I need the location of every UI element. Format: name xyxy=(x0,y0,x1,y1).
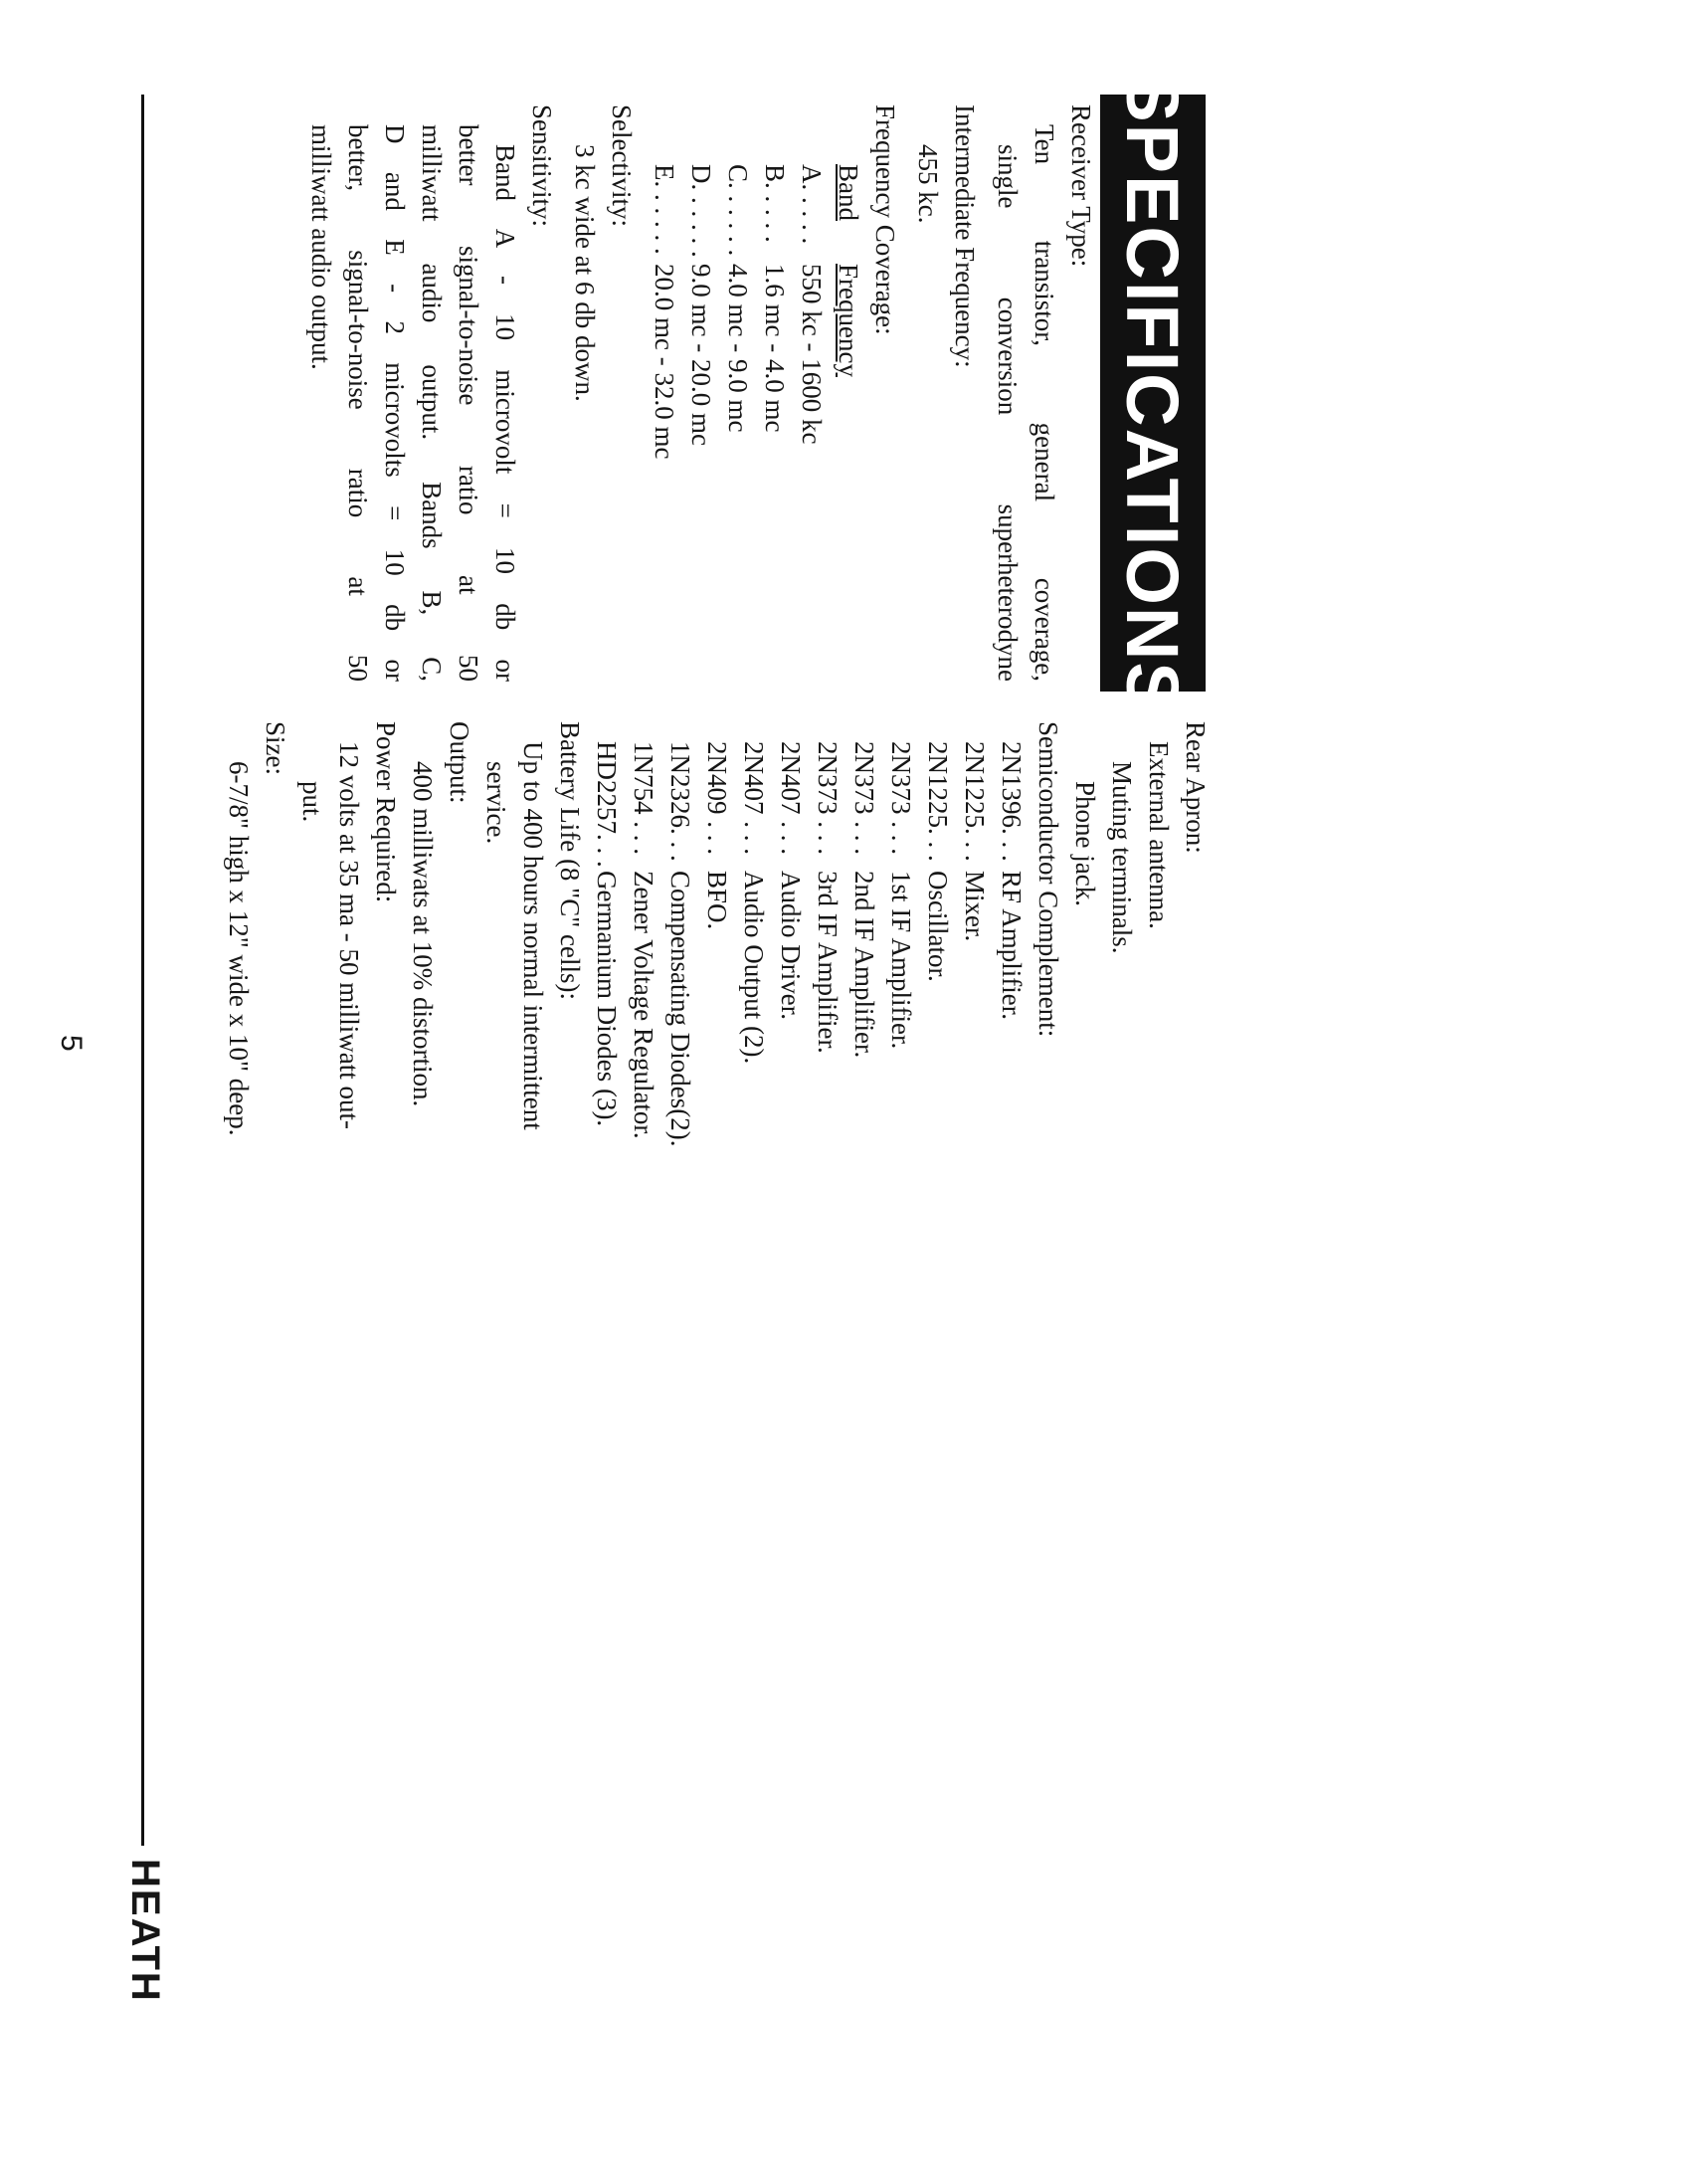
function-cell: Zener Voltage Regulator. xyxy=(629,871,658,1139)
function-cell: 3rd IF Amplifier. xyxy=(813,871,843,1054)
size-section xyxy=(220,721,293,1418)
battery-life-line: Up to 400 hours normal intermittent xyxy=(518,741,548,1130)
part-cell: 2N1225. . . xyxy=(960,741,990,862)
function-cell: Mixer. xyxy=(960,871,990,942)
rear-apron-item: External antenna. xyxy=(1144,741,1174,929)
battery-life-section xyxy=(477,721,588,1418)
page-title: SPECIFICATIONS xyxy=(1100,95,1206,692)
power-required-line: 12 volts at 35 ma - 50 milliwatt out- xyxy=(334,741,364,1129)
function-cell: RF Amplifier. xyxy=(997,871,1027,1021)
selectivity-value: 3 kc wide at 6 db down. xyxy=(570,144,600,402)
intermediate-frequency-label: Intermediate Frequency: xyxy=(950,104,980,368)
power-required-line: put. xyxy=(297,781,327,823)
battery-life-label: Battery Life (8 "C" cells): xyxy=(555,721,585,1000)
rear-apron-section xyxy=(1066,721,1214,1418)
part-cell: 2N373 . . . xyxy=(849,741,879,855)
frequency-coverage-section xyxy=(646,104,903,682)
size-value: 6-7/8" high x 12" wide x 10" deep. xyxy=(224,761,254,1136)
frequency-coverage-label: Frequency Coverage: xyxy=(870,104,900,335)
sensitivity-line: milliwatt audio output. Bands B, C, xyxy=(417,124,447,682)
sensitivity-section xyxy=(302,104,560,682)
power-required-section xyxy=(293,721,404,1418)
size-label: Size: xyxy=(261,721,290,775)
part-cell: 1N2326. . . xyxy=(665,741,695,862)
frequency-cell: 4.0 mc - 9.0 mc xyxy=(723,264,753,433)
battery-life-line: service. xyxy=(481,761,511,845)
function-cell: Oscillator. xyxy=(923,871,953,982)
function-cell: Germanium Diodes (3). xyxy=(592,871,622,1127)
band-cell: C. . . . . . xyxy=(723,164,753,257)
function-cell: 1st IF Amplifier. xyxy=(886,871,916,1050)
band-column-header: Band xyxy=(834,164,863,221)
part-cell: 2N1225. . . xyxy=(923,741,953,862)
part-cell: 2N373 . . . xyxy=(886,741,916,855)
band-cell: A. . . . . xyxy=(797,164,827,245)
frequency-cell: 20.0 mc - 32.0 mc xyxy=(650,264,679,460)
output-value: 400 milliwats at 10% distortion. xyxy=(408,761,438,1107)
sensitivity-line: better, signal-to-noise ratio at 50 xyxy=(343,124,373,682)
selectivity-label: Selectivity: xyxy=(607,104,637,227)
sensitivity-line: Band A - 10 microvolt = 10 db or xyxy=(490,144,520,682)
frequency-cell: 9.0 mc - 20.0 mc xyxy=(686,264,716,446)
band-cell: B. . . . . xyxy=(760,164,790,243)
frequency-column-header: Frequency xyxy=(834,264,863,377)
intermediate-frequency-section xyxy=(909,104,983,682)
semiconductor-section xyxy=(588,721,1066,1418)
part-cell: 2N407 . . . xyxy=(739,741,769,855)
frequency-cell: 550 kc - 1600 kc xyxy=(797,264,827,445)
function-cell: BFO. xyxy=(702,871,732,930)
semiconductor-label: Semiconductor Complement: xyxy=(1033,721,1063,1038)
frequency-table xyxy=(646,104,866,682)
left-column xyxy=(302,104,1099,682)
page-number: 5 xyxy=(55,1035,88,1052)
intermediate-frequency-value: 455 kc. xyxy=(913,144,943,224)
frequency-cell: 1.6 mc - 4.0 mc xyxy=(760,264,790,433)
function-cell: Audio Output (2). xyxy=(739,871,769,1065)
sensitivity-line: milliwatt audio output. xyxy=(306,124,336,370)
rear-apron-item: Phone jack. xyxy=(1070,781,1100,906)
band-cell: D. . . . . . xyxy=(686,164,716,258)
rear-apron-label: Rear Apron: xyxy=(1181,721,1211,854)
rear-apron-item: Muting terminals. xyxy=(1107,761,1137,954)
part-cell: 2N407 . . . xyxy=(776,741,806,855)
brand-logo: HEATH xyxy=(123,1859,167,2003)
sensitivity-label: Sensitivity: xyxy=(527,104,557,228)
part-cell: HD2257. . . xyxy=(592,741,622,868)
band-cell: E. . . . . . xyxy=(650,164,679,255)
sensitivity-line: better signal-to-noise ratio at 50 xyxy=(454,124,483,682)
semiconductor-table xyxy=(588,721,1030,1418)
part-cell: 1N754 . . . xyxy=(629,741,658,855)
receiver-type-label: Receiver Type: xyxy=(1066,104,1096,268)
output-section xyxy=(404,721,477,1418)
function-cell: Compensating Diodes(2). xyxy=(665,871,695,1147)
function-cell: 2nd IF Amplifier. xyxy=(849,871,879,1059)
footer-rule xyxy=(141,95,144,1846)
receiver-type-line: Ten transistor, general coverage, xyxy=(1030,124,1059,682)
part-cell: 2N409 . . . xyxy=(702,741,732,855)
selectivity-section xyxy=(566,104,640,682)
receiver-type-line: single conversion superheterodyne xyxy=(993,144,1023,682)
part-cell: 2N373 . . . xyxy=(813,741,843,855)
function-cell: Audio Driver. xyxy=(776,871,806,1020)
part-cell: 2N1396. . . xyxy=(997,741,1027,862)
receiver-type-section xyxy=(989,104,1099,682)
right-column xyxy=(220,721,1214,1418)
output-label: Output: xyxy=(445,721,474,804)
sensitivity-line: D and E - 2 microvolts = 10 db or xyxy=(380,124,410,682)
power-required-label: Power Required: xyxy=(371,721,401,903)
